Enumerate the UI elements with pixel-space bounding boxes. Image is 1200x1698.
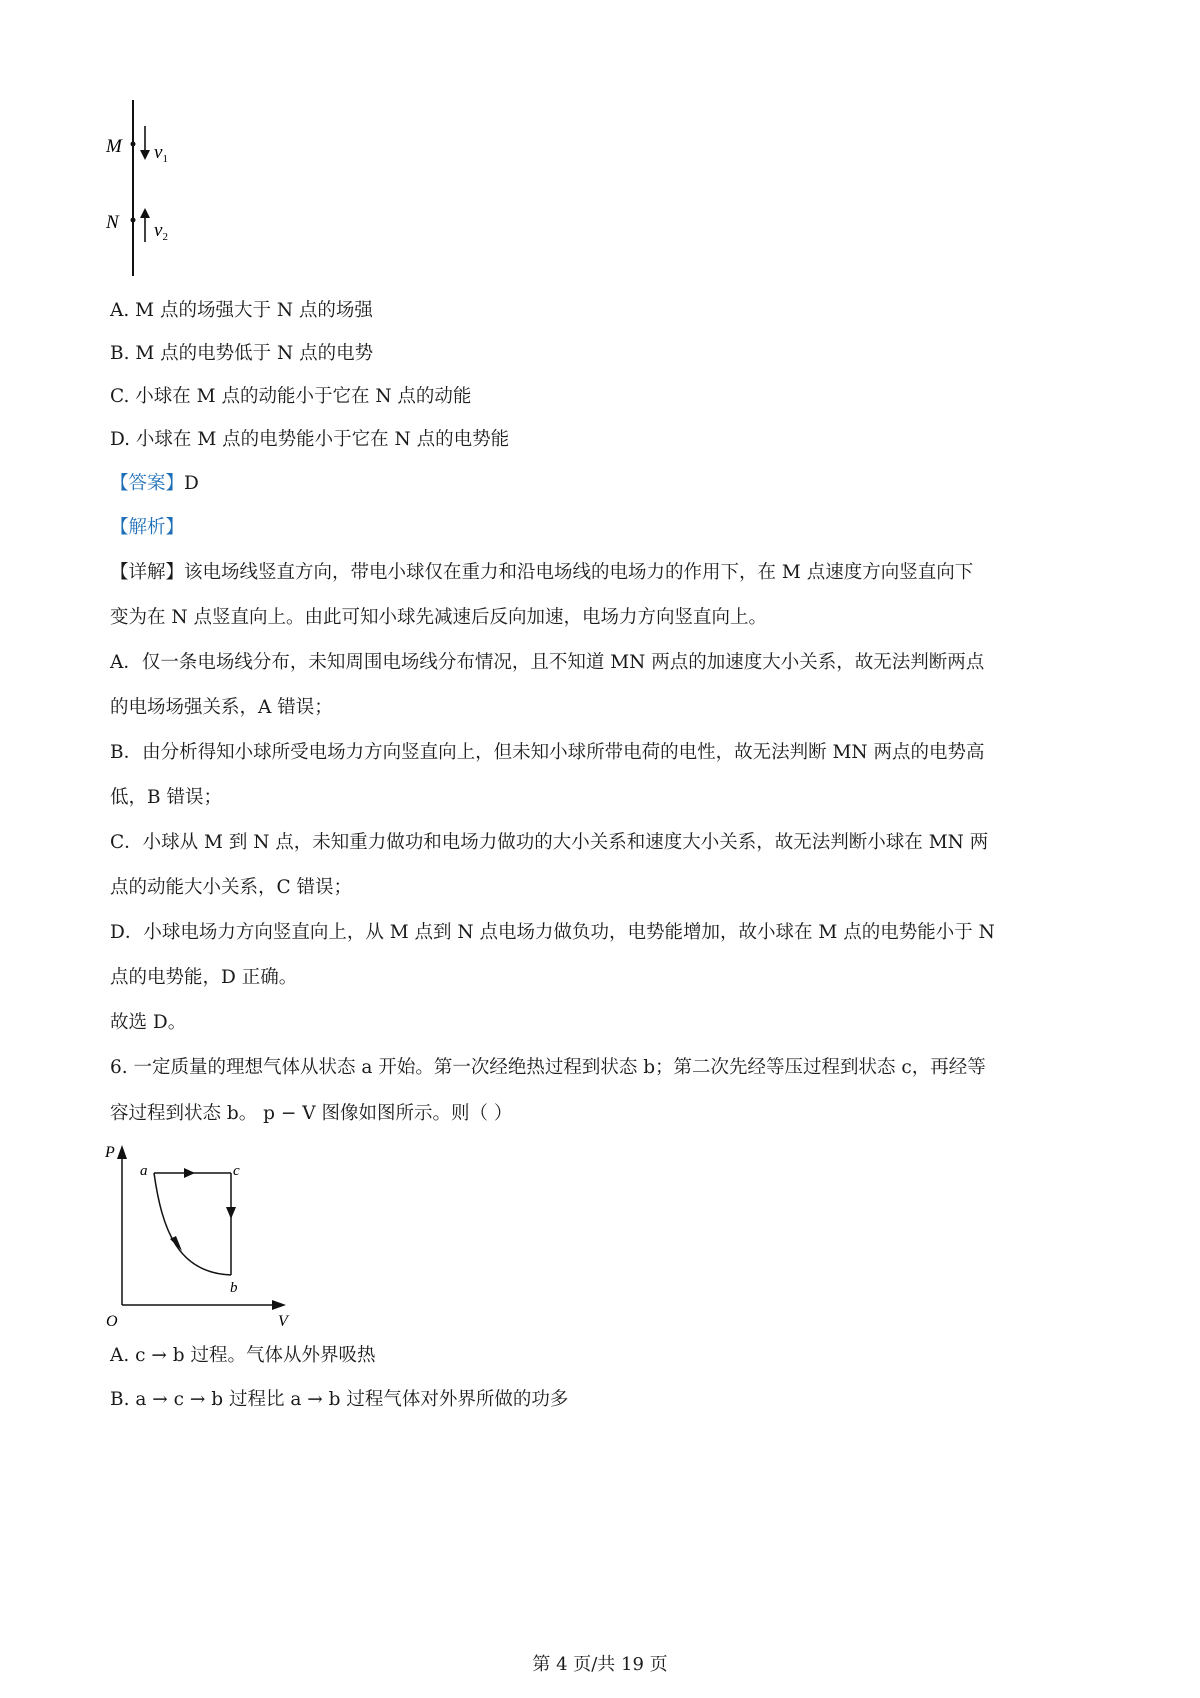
point-n — [131, 218, 136, 223]
q5-option-d: D. 小球在 M 点的电势能小于它在 N 点的电势能 — [110, 429, 510, 450]
q6-stem-line1: 6. 一定质量的理想气体从状态 a 开始。第一次经绝热过程到状态 b；第二次先经等压过程到状态 c，再经等 — [110, 1057, 986, 1078]
detail-line: 故选 D。 — [110, 1012, 187, 1033]
label-p: P — [105, 1144, 115, 1161]
detail-line: 低，B 错误； — [110, 787, 222, 808]
answer-tag: 【答案】 — [110, 473, 185, 494]
q6-stem-line2: 容过程到状态 b。 p − V 图像如图所示。则（ ） — [110, 1103, 513, 1124]
q6-option-b: B. a → c → b 过程比 a → b 过程气体对外界所做的功多 — [110, 1389, 569, 1410]
label-m: M — [106, 136, 122, 157]
detail-line: C．小球从 M 到 N 点，未知重力做功和电场力做功的大小关系和速度大小关系，故无法判断小球在 MN 两 — [110, 832, 989, 853]
detail-line: 的电场场强关系，A 错误； — [110, 697, 333, 718]
label-a: a — [140, 1163, 148, 1179]
point-m — [131, 142, 136, 147]
detail-line: A．仅一条电场线分布，未知周围电场线分布情况，且不知道 MN 两点的加速度大小关系，故无法判断两点 — [110, 652, 985, 673]
label-v1: $v_1$ — [154, 142, 168, 165]
v1-arrowhead — [140, 150, 150, 160]
pv-diagram — [100, 1135, 300, 1335]
p-axis-arrowhead — [117, 1145, 127, 1159]
label-v2: $v_2$ — [154, 220, 168, 243]
detail-line: B．由分析得知小球所受电场力方向竖直向上，但未知小球所带电荷的电性，故无法判断 MN 两点的电势高 — [110, 742, 985, 763]
answer-line — [110, 470, 199, 498]
q6-option-a: A. c → b 过程。气体从外界吸热 — [110, 1345, 376, 1366]
label-c: c — [233, 1163, 240, 1179]
analysis-tag: 【解析】 — [110, 517, 185, 538]
v-axis-arrowhead — [272, 1300, 286, 1310]
detail-line: 点的动能大小关系，C 错误； — [110, 877, 353, 898]
c-to-b-arrowhead — [226, 1207, 236, 1219]
q5-option-c: C. 小球在 M 点的动能小于它在 N 点的动能 — [110, 386, 472, 407]
field-line-figure — [100, 100, 200, 280]
v2-arrowhead — [140, 208, 150, 218]
a-to-b-arrowhead — [170, 1236, 182, 1251]
detail-line: 【详解】该电场线竖直方向，带电小球仅在重力和沿电场线的电场力的作用下，在 M 点速度方向竖直向下 — [110, 562, 974, 583]
detail-line: 点的电势能，D 正确。 — [110, 967, 298, 988]
detail-line: 变为在 N 点竖直向上。由此可知小球先减速后反向加速，电场力方向竖直向上。 — [110, 607, 767, 628]
q5-option-b: B. M 点的电势低于 N 点的电势 — [110, 343, 374, 364]
label-v: V — [278, 1313, 288, 1330]
page-footer: 第 4 页/共 19 页 — [532, 1654, 668, 1675]
a-to-c-arrowhead — [184, 1168, 195, 1178]
label-b: b — [230, 1280, 238, 1296]
label-n: N — [106, 212, 119, 233]
path-a-to-b-adiabat — [154, 1173, 231, 1275]
label-o: O — [106, 1313, 118, 1330]
answer-value: D — [184, 473, 199, 494]
q5-option-a: A. M 点的场强大于 N 点的场强 — [110, 300, 373, 321]
detail-line: D．小球电场力方向竖直向上，从 M 点到 N 点电场力做负功，电势能增加，故小球在 M 点的电势能小于 N — [110, 922, 995, 943]
